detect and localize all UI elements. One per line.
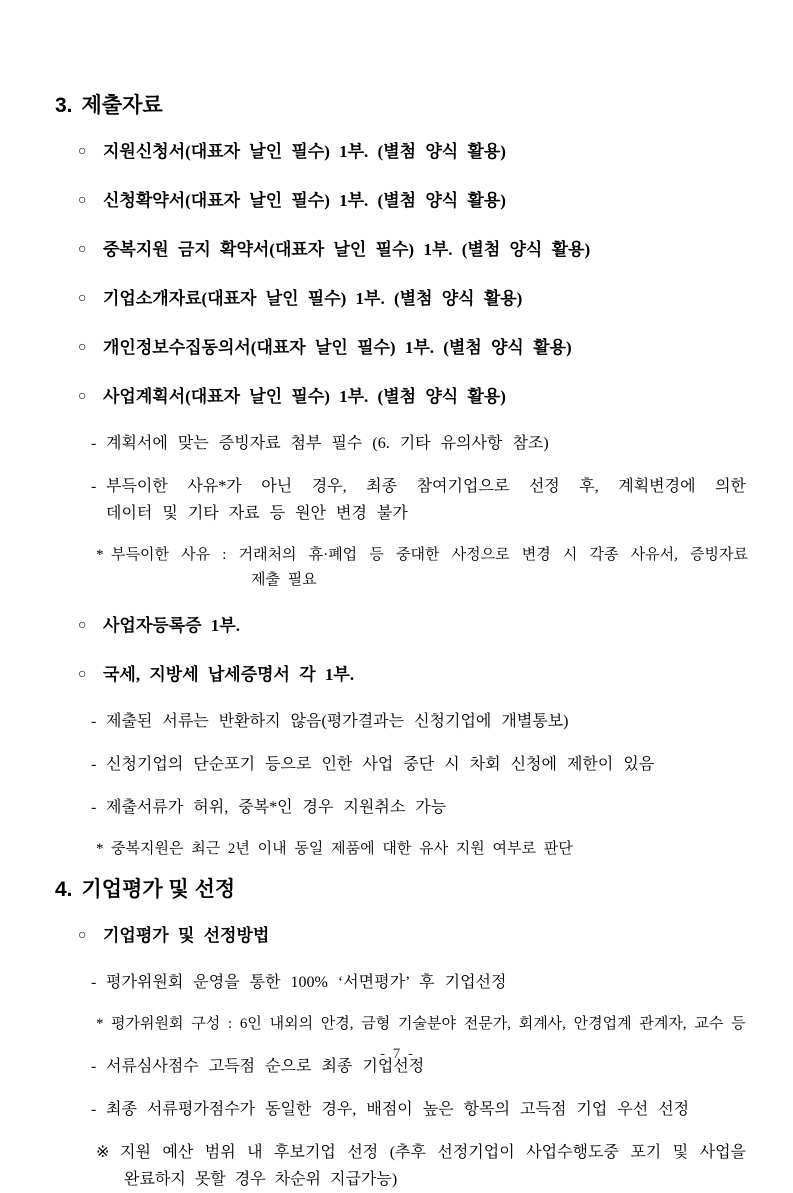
dash-marker: - xyxy=(91,1101,97,1118)
item-text: 중복지원은 최근 2년 이내 동일 제품에 대한 유사 지원 여부로 판단 xyxy=(111,841,573,857)
item-text: 국세, 지방세 납세증명서 각 1부. xyxy=(103,665,355,684)
footnote-item xyxy=(96,837,748,862)
section-items xyxy=(0,136,793,862)
list-item xyxy=(78,332,746,364)
list-item xyxy=(91,708,746,735)
dash-marker: - xyxy=(91,756,97,773)
list-item xyxy=(78,610,746,642)
dash-marker: - xyxy=(91,1058,97,1075)
item-text-line: 부득이한 사유 : 거래처의 휴·폐업 등 중대한 사정으로 변경 시 각종 사유서, 증빙자료 xyxy=(111,547,748,563)
dash-marker: - xyxy=(91,713,97,730)
list-item xyxy=(91,1096,746,1123)
item-text: 신청확약서(대표자 날인 필수) 1부. (별첨 양식 활용) xyxy=(103,191,506,210)
item-text: 제출된 서류는 반환하지 않음(평가결과는 신청기업에 개별통보) xyxy=(106,713,569,730)
list-item xyxy=(91,794,746,821)
list-item xyxy=(91,751,746,778)
asterisk-marker: * xyxy=(96,1016,104,1032)
section-number: 3. xyxy=(55,94,73,117)
asterisk-marker: * xyxy=(96,547,104,563)
dash-marker: - xyxy=(91,478,97,495)
item-text xyxy=(111,543,748,593)
circle-bullet-marker: ○ xyxy=(78,291,87,306)
item-text: 신청기업의 단순포기 등으로 인한 사업 중단 시 차회 신청에 제한이 있음 xyxy=(106,756,655,773)
item-text: 중복지원 금지 확약서(대표자 날인 필수) 1부. (별첨 양식 활용) xyxy=(103,240,591,259)
section-submission-materials xyxy=(0,93,793,862)
item-text-line: 제출 필요 xyxy=(251,572,317,588)
reference-mark: ※ xyxy=(96,1144,110,1161)
item-text-line: 부득이한 사유*가 아닌 경우, 최종 참여기업으로 선정 후, 계획변경에 의한 xyxy=(106,478,746,495)
item-text: 사업자등록증 1부. xyxy=(103,616,240,635)
dash-marker: - xyxy=(91,799,97,816)
item-text: 서류심사점수 고득점 순으로 최종 기업선정 xyxy=(106,1058,425,1075)
reference-note-item xyxy=(96,1139,746,1193)
asterisk-marker: * xyxy=(96,841,104,857)
section-title: 제출자료 xyxy=(81,94,163,117)
list-item xyxy=(78,185,746,217)
item-text: 개인정보수집동의서(대표자 날인 필수) 1부. (별첨 양식 활용) xyxy=(103,338,572,357)
section-heading xyxy=(55,877,793,903)
section-heading xyxy=(55,93,793,119)
circle-bullet-marker: ○ xyxy=(78,193,87,208)
circle-bullet-marker: ○ xyxy=(78,242,87,257)
circle-bullet-marker: ○ xyxy=(78,928,87,943)
section-evaluation-selection xyxy=(0,877,793,1193)
item-text: 기업소개자료(대표자 날인 필수) 1부. (별첨 양식 활용) xyxy=(103,289,523,308)
item-text-line: 데이터 및 기타 자료 등 원안 변경 불가 xyxy=(106,505,408,522)
item-text: 제출서류가 허위, 중복*인 경우 지원취소 가능 xyxy=(106,799,447,816)
item-text xyxy=(106,473,746,527)
section-number: 4. xyxy=(55,878,73,901)
item-text: 기업평가 및 선정방법 xyxy=(103,926,270,945)
circle-bullet-marker: ○ xyxy=(78,340,87,355)
list-item xyxy=(91,969,746,996)
footnote-item xyxy=(96,1012,748,1037)
dash-marker: - xyxy=(91,435,97,452)
circle-bullet-marker: ○ xyxy=(78,618,87,633)
circle-bullet-marker: ○ xyxy=(78,389,87,404)
circle-bullet-marker: ○ xyxy=(78,667,87,682)
dash-marker: - xyxy=(91,974,97,991)
list-item xyxy=(78,136,746,168)
circle-bullet-marker: ○ xyxy=(78,144,87,159)
list-item xyxy=(78,920,746,952)
item-text: 사업계획서(대표자 날인 필수) 1부. (별첨 양식 활용) xyxy=(103,387,506,406)
item-text xyxy=(120,1139,746,1193)
item-text: 계획서에 맞는 증빙자료 첨부 필수 (6. 기타 유의사항 참조) xyxy=(106,435,549,452)
item-text: 지원신청서(대표자 날인 필수) 1부. (별첨 양식 활용) xyxy=(103,142,506,161)
list-item xyxy=(91,430,746,457)
page-number: - 7 - xyxy=(380,1046,413,1062)
section-title: 기업평가 및 선정 xyxy=(81,878,236,901)
item-text-line: 완료하지 못할 경우 차순위 지급가능) xyxy=(124,1171,398,1188)
list-item xyxy=(91,473,746,527)
list-item xyxy=(78,659,746,691)
list-item xyxy=(78,283,746,315)
item-text: 평가위원회 운영을 통한 100% ‘서면평가’ 후 기업선정 xyxy=(106,974,507,991)
item-text-line: 지원 예산 범위 내 후보기업 선정 (추후 선정기업이 사업수행도중 포기 및 사업을 xyxy=(120,1144,746,1161)
item-text: 최종 서류평가점수가 동일한 경우, 배점이 높은 항목의 고득점 기업 우선 선정 xyxy=(106,1101,690,1118)
footnote-item xyxy=(96,543,748,593)
list-item xyxy=(78,381,746,413)
item-text: 평가위원회 구성 : 6인 내외의 안경, 금형 기술분야 전문가, 회계사, 안경업계 관계자, 교수 등 xyxy=(111,1016,746,1032)
list-item xyxy=(78,234,746,266)
